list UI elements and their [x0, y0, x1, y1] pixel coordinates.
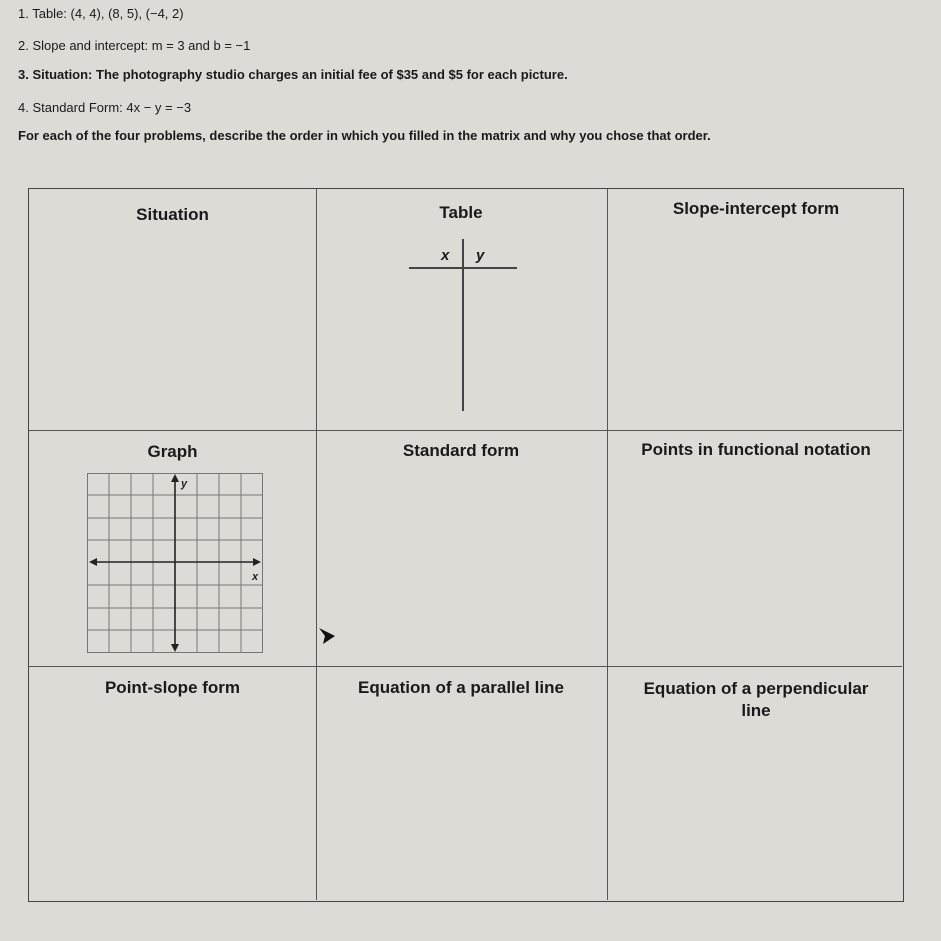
y-axis-down-arrow	[171, 644, 179, 652]
perpendicular-line-1: Equation of a perpendicular	[643, 679, 869, 698]
situation-heading: Situation	[136, 205, 209, 224]
functional-notation-heading: Points in functional notation	[641, 440, 871, 459]
t-chart-x-label: x	[441, 247, 450, 264]
standard-form-heading: Standard form	[402, 441, 520, 460]
perpendicular-line-heading	[607, 678, 905, 722]
problem-3: 3. Situation: The photography studio charges an initial fee of $35 and $5 for each picture.	[18, 67, 568, 82]
perpendicular-line-2: line	[741, 701, 771, 720]
graph-heading: Graph	[147, 442, 198, 461]
axes	[93, 477, 257, 649]
row-divider-2	[29, 666, 902, 667]
y-axis-up-arrow	[171, 474, 179, 482]
pen-stroke-mark	[319, 628, 337, 646]
instructions: For each of the four problems, describe the order in which you filled in the matrix and why you chose that order.	[18, 128, 711, 143]
graph-x-label: x	[252, 571, 259, 583]
problem-1: 1. Table: (4, 4), (8, 5), (−4, 2)	[18, 6, 184, 21]
column-divider-1	[316, 189, 317, 900]
x-axis-right-arrow	[253, 558, 261, 566]
slope-intercept-heading: Slope-intercept form	[672, 199, 840, 218]
t-chart-y-label: y	[476, 247, 485, 264]
point-slope-heading: Point-slope form	[104, 678, 241, 697]
problem-2: 2. Slope and intercept: m = 3 and b = −1	[18, 38, 251, 53]
column-divider-2	[607, 189, 608, 900]
problem-4: 4. Standard Form: 4x − y = −3	[18, 100, 192, 115]
graph-y-label: y	[181, 478, 188, 490]
t-chart-vertical	[462, 239, 464, 411]
coordinate-grid	[87, 473, 263, 653]
table-heading: Table	[439, 203, 483, 222]
x-axis-left-arrow	[89, 558, 97, 566]
row-divider-1	[29, 430, 902, 431]
parallel-line-heading: Equation of a parallel line	[358, 678, 564, 697]
representation-matrix	[28, 188, 904, 902]
